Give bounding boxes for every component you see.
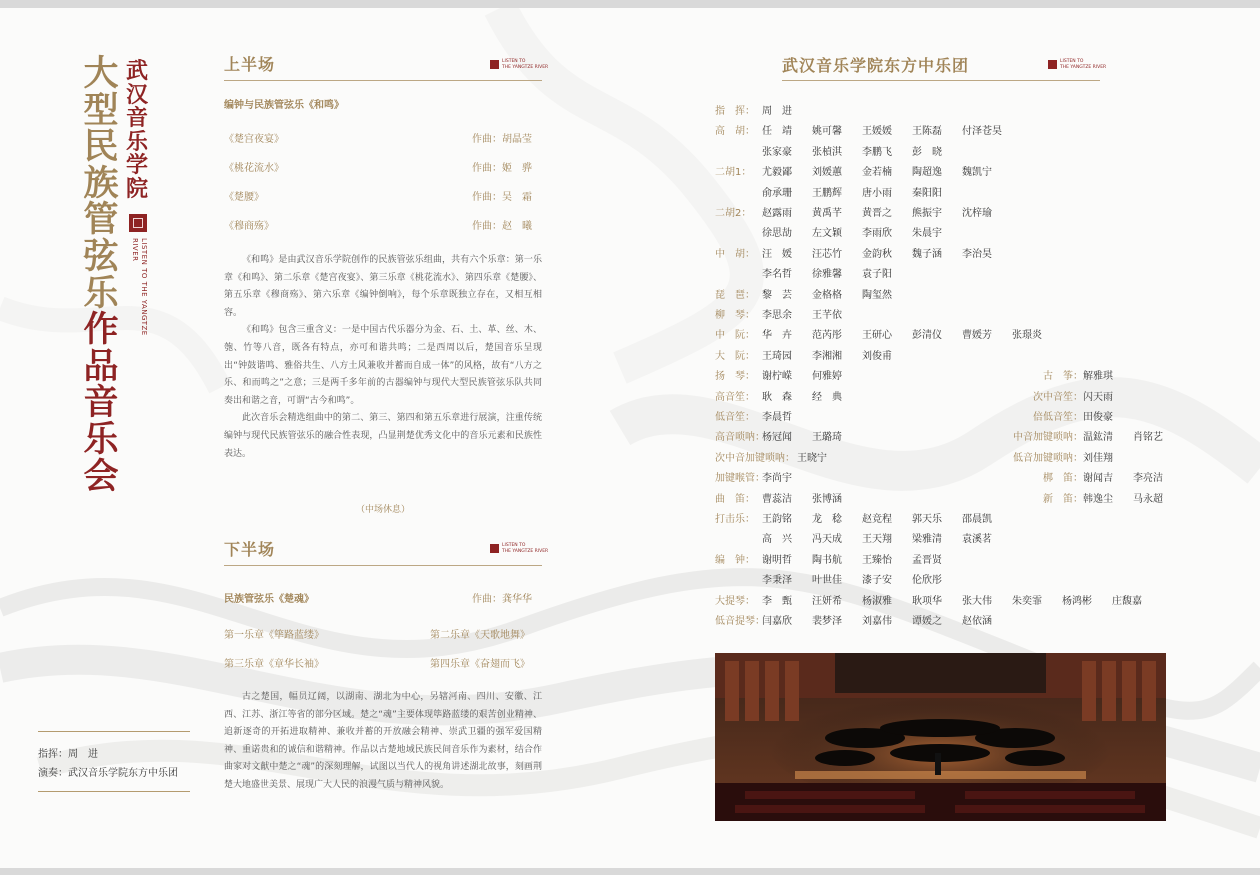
roster-section-label: 高音笙： bbox=[715, 391, 755, 403]
roster-member-name: 王琦园 bbox=[762, 350, 792, 362]
orchestra-title: 武汉音乐学院东方中乐团 bbox=[782, 56, 970, 75]
roster-member-name: 何雅婷 bbox=[812, 371, 842, 383]
roster-member-name: 李秉泽 bbox=[762, 575, 792, 587]
piece-composer: 作曲：赵 曦 bbox=[472, 221, 532, 232]
roster-member-name: 付泽苍昊 bbox=[962, 126, 1002, 138]
roster-section-label: 次中音加键唢呐： bbox=[715, 452, 795, 464]
roster-member-name: 王天翔 bbox=[862, 534, 892, 546]
roster-member-name: 唐小雨 bbox=[862, 187, 892, 199]
roster-member-name: 经 典 bbox=[812, 391, 842, 403]
roster-member-name: 闫嘉欣 bbox=[762, 616, 792, 627]
roster-member-name: 王媛媛 bbox=[862, 126, 892, 138]
roster-member-name: 姚可馨 bbox=[812, 126, 842, 138]
roster-member-name: 王鹏辉 bbox=[812, 187, 842, 199]
roster-member-name: 朱晨宇 bbox=[912, 228, 942, 240]
roster-member-name: 龙 稔 bbox=[812, 514, 842, 525]
roster-member-name: 杨冠闻 bbox=[762, 432, 792, 444]
roster-member-name: 张大伟 bbox=[962, 595, 992, 607]
roster-member-name: 王璐琦 bbox=[812, 432, 842, 444]
roster-member-name: 魏凯宁 bbox=[962, 167, 992, 179]
roster-section-label: 新 笛： bbox=[1043, 493, 1083, 505]
main-piece-composer: 作曲：龚华华 bbox=[472, 594, 532, 605]
roster-member-name: 高 兴 bbox=[762, 534, 792, 546]
concert-title-vertical: 大 型 民 族 管 弦 乐 作 品 音 乐 会 bbox=[83, 53, 119, 497]
roster-member-name: 黄禹芊 bbox=[812, 208, 842, 219]
roster-member-name: 谢闻吉 bbox=[1083, 473, 1113, 485]
roster-section-label: 低音提琴： bbox=[715, 616, 765, 627]
roster-member-name: 郭天乐 bbox=[912, 514, 942, 525]
roster-section-label: 低音笙： bbox=[715, 412, 755, 423]
roster-member-name: 张楨淇 bbox=[812, 146, 842, 158]
roster-member-name: 耿 森 bbox=[762, 391, 792, 403]
roster-section-label: 次中音笙： bbox=[1033, 391, 1083, 403]
roster-member-name: 黄晋之 bbox=[862, 208, 892, 219]
roster-member-name: 梁雅清 bbox=[912, 534, 942, 546]
roster-member-name: 徐思劼 bbox=[762, 228, 792, 240]
piece-composer: 作曲：胡晶莹 bbox=[472, 134, 532, 145]
listen-logo-icon: LISTEN TO THE YANGTZE RIVER bbox=[490, 543, 538, 555]
second-half-title: 下半场 bbox=[224, 540, 276, 559]
roster-member-name: 韩逸尘 bbox=[1083, 493, 1113, 505]
roster-member-name: 王韵铭 bbox=[762, 514, 792, 525]
first-half-rule bbox=[224, 80, 542, 81]
roster-member-name: 谢明哲 bbox=[762, 554, 792, 566]
roster-member-name: 李亮洁 bbox=[1133, 473, 1163, 485]
roster-member-name: 范芮彤 bbox=[812, 330, 842, 342]
main-piece-title: 民族管弦乐《楚魂》 bbox=[224, 594, 314, 605]
roster-member-name: 汪妍希 bbox=[812, 595, 842, 607]
roster-member-name: 曹媛芳 bbox=[962, 330, 992, 342]
brochure-spread bbox=[0, 8, 1260, 868]
roster-section-label: 中 阮： bbox=[715, 330, 755, 342]
roster-section-label: 二胡1： bbox=[715, 167, 752, 179]
roster-member-name: 赵竞程 bbox=[862, 514, 892, 525]
roster-section-label: 曲 笛： bbox=[715, 493, 755, 505]
roster-member-name: 张家豪 bbox=[762, 146, 792, 158]
roster-member-name: 赵依涵 bbox=[962, 616, 992, 627]
roster-member-name: 左文颖 bbox=[812, 228, 842, 240]
roster-section-label: 中音加键唢呐： bbox=[1013, 432, 1083, 444]
intermission-note: （中场休息） bbox=[355, 505, 410, 515]
roster-member-name: 李湘湘 bbox=[812, 350, 842, 362]
roster-section-label: 二胡2： bbox=[715, 208, 752, 219]
roster-section-label: 高 胡： bbox=[715, 126, 755, 138]
piece-name: 《穆商殇》 bbox=[224, 221, 274, 232]
roster-section-label: 大提琴： bbox=[715, 595, 755, 607]
roster-member-name: 任 靖 bbox=[762, 126, 792, 138]
roster-member-name: 陶玺然 bbox=[862, 289, 892, 301]
first-half-description bbox=[224, 252, 542, 463]
roster-member-name: 赵露雨 bbox=[762, 208, 792, 219]
roster-member-name: 尤毅鄙 bbox=[762, 167, 792, 179]
roster-member-name: 邵晨凯 bbox=[962, 514, 992, 525]
movement: 第二乐章《天歌地舞》 bbox=[430, 630, 530, 641]
suite-title: 编钟与民族管弦乐《和鸣》 bbox=[224, 100, 344, 111]
roster-member-name: 陶超逸 bbox=[912, 167, 942, 179]
roster-member-name: 彭 晓 bbox=[912, 146, 942, 158]
roster-member-name: 袁子阳 bbox=[862, 269, 892, 281]
movement: 第三乐章《章华长袖》 bbox=[224, 659, 324, 670]
roster-member-name: 秦阳阳 bbox=[912, 187, 942, 199]
roster-member-name: 解雅琪 bbox=[1083, 371, 1113, 383]
school-name-vertical: 武 汉 音 乐 学 院 bbox=[125, 58, 148, 202]
roster-section-label: 倍低音笙： bbox=[1033, 412, 1083, 423]
roster-member-name: 李雨欣 bbox=[862, 228, 892, 240]
roster-member-name: 陶书航 bbox=[812, 554, 842, 566]
movement: 第一乐章《筚路蓝缕》 bbox=[224, 630, 324, 641]
roster-member-name: 马永超 bbox=[1133, 493, 1163, 505]
roster-member-name: 金格格 bbox=[812, 289, 842, 301]
roster-member-name: 金若楠 bbox=[862, 167, 892, 179]
listen-logo-icon: LISTEN TO THE YANGTZE RIVER bbox=[490, 59, 538, 71]
roster-member-name: 徐雅馨 bbox=[812, 269, 842, 281]
performer-credit: 演奏：武汉音乐学院东方中乐团 bbox=[38, 768, 178, 779]
roster-member-name: 黎 芸 bbox=[762, 289, 792, 301]
roster-member-name: 王晓宁 bbox=[797, 452, 827, 464]
roster-member-name: 李尚宇 bbox=[762, 473, 792, 485]
roster-member-name: 田俊豪 bbox=[1083, 412, 1113, 423]
roster-member-name: 李晨哲 bbox=[762, 412, 792, 423]
roster-member-name: 闪天雨 bbox=[1083, 391, 1113, 403]
roster-member-name: 李治昊 bbox=[962, 248, 992, 260]
roster-member-name: 叶世佳 bbox=[812, 575, 842, 587]
credit-divider-top bbox=[38, 731, 190, 732]
orchestra-rule bbox=[782, 80, 1100, 81]
roster-member-name: 袁溪茗 bbox=[962, 534, 992, 546]
paragraph: 古之楚国，幅员辽阔，以湖南、湖北为中心，另辖河南、四川、安徽、江西、江苏、浙江等省的部分区域。楚之“魂”主要体现筚路蓝缕的艰苦创业精神、追新逐奇的开拓进取精神、兼收并蓄的开放融会精神、崇武卫疆的强军爱国精神、重诺贵和的诚信和谐精神。作品以古楚地域民族民间音乐作为素材，结合作曲家对文献中楚之“魂”的深刻理解，试图以当代人的视角讲述湖北故事，刻画荆楚大地盛世美景、展现广大人民的浪漫气质与精神风貌。 bbox=[224, 692, 542, 790]
roster-section-label: 打击乐： bbox=[715, 514, 755, 525]
roster-member-name: 漆子安 bbox=[862, 575, 892, 587]
listen-logo-icon: LISTEN TO THE YANGTZE RIVER bbox=[1048, 59, 1096, 71]
piece-name: 《楚腰》 bbox=[224, 192, 264, 203]
roster-member-name: 裴梦泽 bbox=[812, 616, 842, 627]
piece-composer: 作曲：姬 骅 bbox=[472, 163, 532, 174]
roster-member-name: 伦欣彤 bbox=[912, 575, 942, 587]
piece-name: 《桃花流水》 bbox=[224, 163, 284, 174]
roster-section-label: 扬 琴： bbox=[715, 371, 755, 383]
roster-member-name: 耿项华 bbox=[912, 595, 942, 607]
roster-member-name: 谢柠嵘 bbox=[762, 371, 792, 383]
roster-section-label: 高音唢呐： bbox=[715, 432, 765, 444]
roster-section-label: 大 阮： bbox=[715, 350, 755, 362]
movement: 第四乐章《奋翅而飞》 bbox=[430, 659, 530, 670]
roster-member-name: 谭媛之 bbox=[912, 616, 942, 627]
seal-stamp-icon bbox=[129, 214, 147, 232]
piece-name: 《楚宫夜宴》 bbox=[224, 134, 284, 145]
roster-member-name: 李思余 bbox=[762, 310, 792, 321]
roster-member-name: 庄馥嘉 bbox=[1112, 595, 1142, 607]
roster-member-name: 李名哲 bbox=[762, 269, 792, 281]
roster-member-name: 刘媛蕙 bbox=[812, 167, 842, 179]
roster-member-name: 王陈磊 bbox=[912, 126, 942, 138]
roster-section-label: 指 挥： bbox=[715, 106, 755, 117]
roster-member-name: 张璟炎 bbox=[1012, 330, 1042, 342]
roster-member-name: 冯天成 bbox=[812, 534, 842, 546]
roster-member-name: 张博涵 bbox=[812, 493, 842, 505]
second-half-description bbox=[224, 689, 542, 795]
paragraph: 《和鸣》是由武汉音乐学院创作的民族管弦乐组曲，共有六个乐章：第一乐章《和鸣》、第二乐章《楚宫夜宴》、第三乐章《桃花流水》、第四乐章《楚腰》、第五乐章《穆商殇》、第六乐章《编钟倒响》，每个乐章既独立存在，又相互相容。 bbox=[224, 255, 542, 318]
roster-member-name: 朱奕霏 bbox=[1012, 595, 1042, 607]
roster-member-name: 华 卉 bbox=[762, 330, 792, 342]
roster-section-label: 中 胡： bbox=[715, 248, 755, 260]
roster-section-label: 低音加键唢呐： bbox=[1013, 452, 1083, 464]
roster-section-label: 编 钟： bbox=[715, 554, 755, 566]
roster-member-name: 熊振宇 bbox=[912, 208, 942, 219]
orchestra-photo bbox=[715, 653, 1166, 821]
roster-member-name: 汪芯竹 bbox=[812, 248, 842, 260]
credit-divider-bottom bbox=[38, 791, 190, 792]
roster-member-name: 杨鸿彬 bbox=[1062, 595, 1092, 607]
roster-member-name: 肖铭艺 bbox=[1133, 432, 1163, 444]
roster-member-name: 沈梓瑜 bbox=[962, 208, 992, 219]
roster-member-name: 王研心 bbox=[862, 330, 892, 342]
roster-member-name: 周 进 bbox=[762, 106, 792, 117]
roster-member-name: 李鹏飞 bbox=[862, 146, 892, 158]
roster-section-label: 柳 琴： bbox=[715, 310, 755, 321]
roster-member-name: 刘俊甫 bbox=[862, 350, 892, 362]
roster-member-name: 孟晋贤 bbox=[912, 554, 942, 566]
roster-member-name: 汪 媛 bbox=[762, 248, 792, 260]
roster-member-name: 杨淑雅 bbox=[862, 595, 892, 607]
first-half-title: 上半场 bbox=[224, 55, 276, 74]
roster-member-name: 刘佳翔 bbox=[1083, 452, 1113, 464]
paragraph: 此次音乐会精选组曲中的第二、第三、第四和第五乐章进行展演，注重传统编钟与现代民族管弦乐的融合性表现，凸显荆楚优秀文化中的音乐元素和民族性表达。 bbox=[224, 413, 542, 459]
roster-section-label: 梆 笛： bbox=[1043, 473, 1083, 485]
roster-member-name: 彭清仪 bbox=[912, 330, 942, 342]
roster-member-name: 王臻怡 bbox=[862, 554, 892, 566]
roster-member-name: 曹蕊洁 bbox=[762, 493, 792, 505]
roster-section-label: 琵 琶： bbox=[715, 289, 755, 301]
roster-member-name: 刘嘉伟 bbox=[862, 616, 892, 627]
roster-member-name: 温鈜清 bbox=[1083, 432, 1113, 444]
second-half-rule bbox=[224, 565, 542, 566]
piece-composer: 作曲：吴 霜 bbox=[472, 192, 532, 203]
roster-member-name: 金韵秋 bbox=[862, 248, 892, 260]
english-tagline: LISTEN TO THE YANGTZE RIVER bbox=[131, 238, 148, 336]
roster-member-name: 李 甄 bbox=[762, 595, 792, 607]
conductor-credit: 指挥：周 进 bbox=[38, 749, 98, 760]
paragraph: 《和鸣》包含三重含义：一是中国古代乐器分为金、石、土、革、丝、木、匏、竹等八音，既各有特点，亦可和谐共鸣；二是西周以后，楚国音乐呈现出“钟鼓谐鸣、雅俗共生、八方土风兼收并蓄而自成一体”的风格，故有“八方之乐、和而鸣之”之意；三是两千多年前的古器编钟与现代大型民族管弦乐队共同奏出和谐之音，可谓“古今和鸣”。 bbox=[224, 325, 542, 406]
roster-member-name: 俞承珊 bbox=[762, 187, 792, 199]
roster-section-label: 加键喉管： bbox=[715, 473, 765, 485]
roster-member-name: 王芊依 bbox=[812, 310, 842, 321]
roster-member-name: 魏子涵 bbox=[912, 248, 942, 260]
roster-section-label: 古 筝： bbox=[1043, 371, 1083, 383]
